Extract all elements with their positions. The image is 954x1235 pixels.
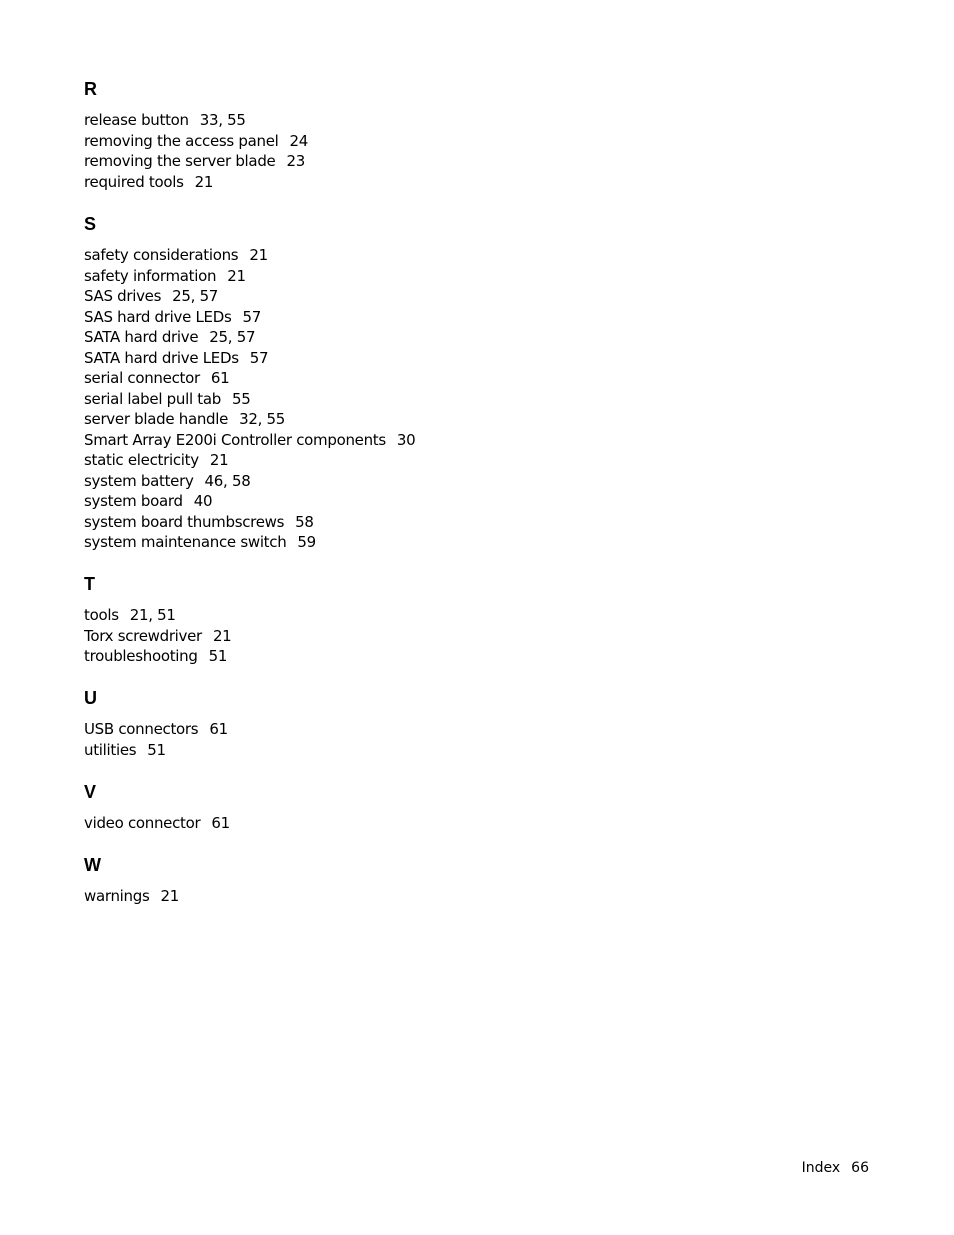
index-entry xyxy=(84,491,684,512)
index-page-refs[interactable]: 57 xyxy=(249,348,269,367)
index-page-refs[interactable]: 21 xyxy=(249,246,268,264)
index-section xyxy=(84,781,684,834)
index-term: removing the access panel xyxy=(84,131,279,150)
index-term: server blade handle xyxy=(84,410,229,428)
index-section xyxy=(84,573,684,667)
index-term: USB connectors xyxy=(84,720,199,738)
index-entry xyxy=(84,151,684,172)
index-entry xyxy=(84,646,684,667)
index-page-refs[interactable]: 32, 55 xyxy=(239,410,285,428)
footer-page-number: 66 xyxy=(851,1160,869,1176)
index-section xyxy=(84,213,684,553)
index-entry xyxy=(84,719,684,740)
index-page-refs[interactable]: 25, 57 xyxy=(209,328,256,346)
section-letter-heading: R xyxy=(84,79,97,99)
index-entry xyxy=(84,626,684,647)
index-page-refs[interactable]: 40 xyxy=(193,492,213,510)
index-page-refs[interactable]: 58 xyxy=(295,512,314,531)
index-term: safety information xyxy=(84,266,217,285)
index-page-refs[interactable]: 59 xyxy=(297,533,316,551)
section-letter-heading: T xyxy=(84,574,95,594)
index-page-refs[interactable]: 61 xyxy=(209,720,228,738)
index-term: SATA hard drive xyxy=(84,328,199,346)
index-entry xyxy=(84,740,684,761)
index-page-refs[interactable]: 21, 51 xyxy=(129,606,176,624)
index-page-refs[interactable]: 61 xyxy=(211,814,230,832)
index-entry xyxy=(84,430,684,451)
index-page-refs[interactable]: 23 xyxy=(286,152,305,170)
index-entry xyxy=(84,307,684,328)
index-entry xyxy=(84,605,684,626)
index-entry xyxy=(84,389,684,410)
index-section xyxy=(84,78,684,192)
index-term: required tools xyxy=(84,172,184,191)
index-entry xyxy=(84,368,684,389)
index-entry xyxy=(84,512,684,533)
index-page-refs[interactable]: 61 xyxy=(210,369,230,387)
index-page-refs[interactable]: 21 xyxy=(160,887,179,905)
section-letter-heading: W xyxy=(84,855,101,875)
index-page-refs[interactable]: 55 xyxy=(231,389,251,408)
index-entry xyxy=(84,348,684,369)
index-term: serial label pull tab xyxy=(84,389,221,408)
index-page-refs[interactable]: 57 xyxy=(242,307,261,326)
index-page-refs[interactable]: 51 xyxy=(147,740,166,759)
index-term: system board thumbscrews xyxy=(84,512,285,531)
section-letter-heading: U xyxy=(84,688,97,708)
index-entry xyxy=(84,110,684,131)
footer-label: Index xyxy=(801,1160,841,1176)
index-page-refs[interactable]: 21 xyxy=(227,266,246,285)
index-entry xyxy=(84,886,684,907)
index-entry xyxy=(84,532,684,553)
index-entry xyxy=(84,266,684,287)
index-term: warnings xyxy=(84,887,150,905)
page-footer xyxy=(802,1158,869,1178)
index-entry xyxy=(84,813,684,834)
index-page-refs[interactable]: 33, 55 xyxy=(199,111,246,129)
index-term: SAS drives xyxy=(84,287,162,305)
index-term: safety considerations xyxy=(84,246,239,264)
index-section xyxy=(84,687,684,760)
index-page-refs[interactable]: 25, 57 xyxy=(172,287,219,305)
index-term: SAS hard drive LEDs xyxy=(84,307,232,326)
index-page-refs[interactable]: 46, 58 xyxy=(204,471,251,490)
index-page-refs[interactable]: 21 xyxy=(209,451,229,469)
index-entry xyxy=(84,172,684,193)
index-term: system board xyxy=(84,492,183,510)
index-section xyxy=(84,854,684,907)
index-term: system maintenance switch xyxy=(84,533,287,551)
index-term: SATA hard drive LEDs xyxy=(84,348,239,367)
index-term: video connector xyxy=(84,814,201,832)
index-page-refs[interactable]: 51 xyxy=(208,647,228,665)
index-term: Smart Array E200i Controller components xyxy=(84,430,386,449)
index-entry xyxy=(84,327,684,348)
section-letter-heading: S xyxy=(84,214,97,234)
index-term: utilities xyxy=(84,740,137,759)
index-term: tools xyxy=(84,606,119,624)
section-letter-heading: V xyxy=(84,782,97,802)
index-entry xyxy=(84,131,684,152)
index-entry xyxy=(84,286,684,307)
index-page-refs[interactable]: 24 xyxy=(289,131,309,150)
index-term: removing the server blade xyxy=(84,152,276,170)
index-entry xyxy=(84,471,684,492)
index-page-refs[interactable]: 30 xyxy=(396,430,416,449)
index-term: troubleshooting xyxy=(84,647,198,665)
index-entry xyxy=(84,245,684,266)
index-term: static electricity xyxy=(84,451,199,469)
index-term: Torx screwdriver xyxy=(84,626,202,645)
index-term: serial connector xyxy=(84,369,200,387)
index-term: system battery xyxy=(84,471,194,490)
index-page-refs[interactable]: 21 xyxy=(194,172,214,191)
index-entry xyxy=(84,409,684,430)
index-term: release button xyxy=(84,111,189,129)
index-page-refs[interactable]: 21 xyxy=(212,626,232,645)
index-entry xyxy=(84,450,684,471)
